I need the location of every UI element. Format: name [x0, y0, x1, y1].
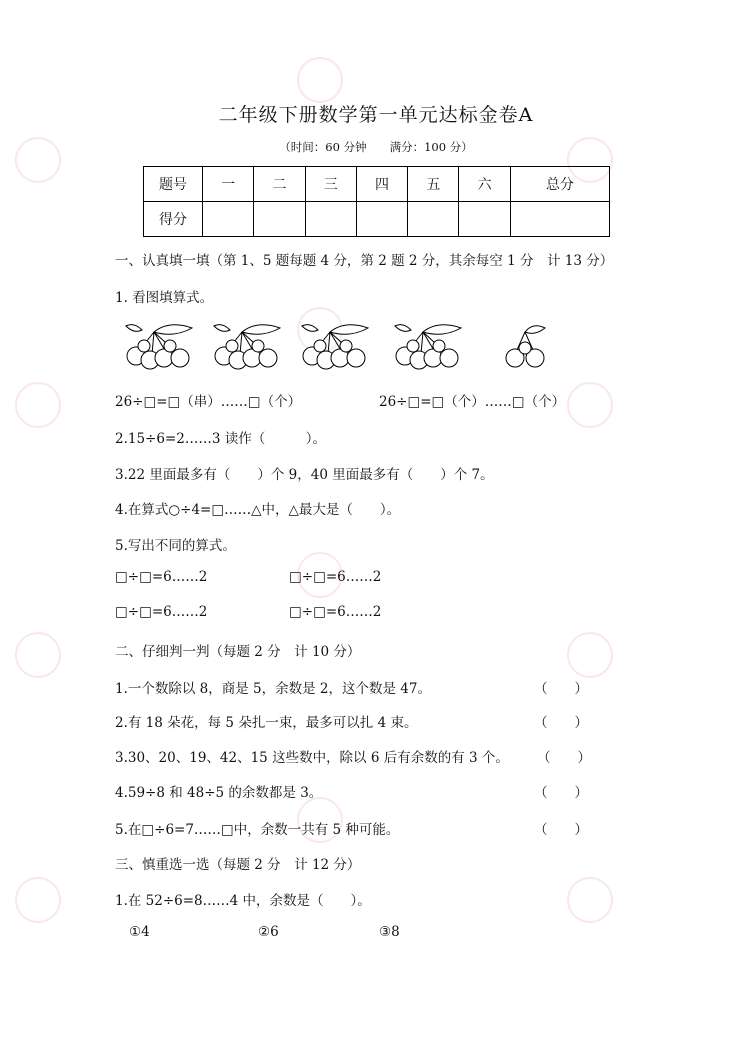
table-cell: 四	[356, 167, 407, 202]
table-cell: 五	[408, 167, 459, 202]
choice-option[interactable]: ②6	[258, 924, 279, 940]
judgment-item: 4.59÷8 和 48÷5 的余数都是 3。	[115, 785, 323, 801]
choice-option[interactable]: ③8	[379, 924, 400, 940]
score-input-cell[interactable]	[203, 202, 254, 237]
judgment-item: 2.有 18 朵花，每 5 朵扎一束，最多可以扎 4 束。	[115, 715, 418, 731]
table-cell: 总分	[510, 167, 609, 202]
cherry-bunch-icon	[300, 318, 378, 372]
question-2: 2.15÷6=2……3 读作（ ）。	[115, 431, 326, 447]
score-table	[143, 166, 610, 237]
answer-paren[interactable]: （ ）	[534, 715, 588, 731]
judgment-item: 3.30、20、19、42、15 这些数中，除以 6 后有余数的有 3 个。	[115, 750, 509, 766]
question-5: 5.写出不同的算式。	[115, 538, 236, 554]
exam-info: （时间：60 分钟 满分：100 分）	[279, 140, 473, 154]
judgment-item: 5.在□÷6=7……□中，余数一共有 5 种可能。	[115, 822, 400, 838]
answer-paren[interactable]: （ ）	[534, 681, 588, 697]
score-input-cell[interactable]	[254, 202, 305, 237]
question-3: 3.22 里面最多有（ ）个 9，40 里面最多有（ ）个 7。	[115, 467, 494, 483]
cherry-bunch-icon	[212, 318, 290, 372]
table-cell: 题号	[144, 167, 203, 202]
page-title: 二年级下册数学第一单元达标金卷A	[218, 104, 534, 126]
choice-question-1: 1.在 52÷6=8……4 中，余数是（ ）。	[115, 893, 371, 909]
judgment-item: 1.一个数除以 8，商是 5，余数是 2，这个数是 47。	[115, 681, 431, 697]
section3-heading: 三、慎重选一选（每题 2 分 计 12 分）	[115, 857, 361, 873]
answer-paren[interactable]: （ ）	[534, 785, 588, 801]
table-row	[144, 202, 610, 237]
equation-blank: □÷□=6……2	[289, 569, 382, 585]
table-cell: 六	[459, 167, 510, 202]
section2-heading: 二、仔细判一判（每题 2 分 计 10 分）	[115, 644, 361, 660]
cherry-bunch-icon	[393, 318, 471, 372]
score-input-cell[interactable]	[356, 202, 407, 237]
answer-paren[interactable]: （ ）	[537, 750, 591, 766]
question-1: 1. 看图填算式。	[115, 290, 214, 306]
answer-paren[interactable]: （ ）	[534, 822, 588, 838]
choice-option[interactable]: ①4	[129, 924, 150, 940]
table-row	[144, 167, 610, 202]
section1-heading: 一、认真填一填（第 1、5 题每题 4 分，第 2 题 2 分，其余每空 1 分 计 13 分）	[115, 253, 614, 269]
table-cell: 得分	[144, 202, 203, 237]
question-4: 4.在算式○÷4=□……△中，△最大是（ ）。	[115, 502, 401, 518]
score-input-cell[interactable]	[408, 202, 459, 237]
equation-blank: □÷□=6……2	[115, 604, 208, 620]
equation-blank: □÷□=6……2	[289, 604, 382, 620]
cherry-bunch-icon	[124, 318, 202, 372]
score-input-cell[interactable]	[459, 202, 510, 237]
table-cell: 三	[305, 167, 356, 202]
question-1-equation-left: 26÷□=□（串）……□（个）	[115, 394, 302, 410]
question-1-equation-right: 26÷□=□（个）……□（个）	[379, 394, 566, 410]
table-cell: 二	[254, 167, 305, 202]
score-input-cell[interactable]	[305, 202, 356, 237]
table-cell: 一	[203, 167, 254, 202]
cherry-pair-icon	[503, 318, 553, 372]
score-input-cell[interactable]	[510, 202, 609, 237]
equation-blank: □÷□=6……2	[115, 569, 208, 585]
